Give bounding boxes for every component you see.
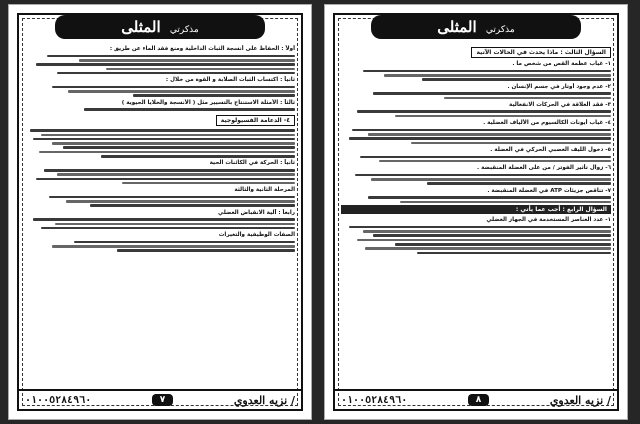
section-heading-inverted: السؤال الرابع : أجب عما يأتي :	[341, 205, 611, 214]
page-footer	[335, 389, 617, 409]
section-heading: الصفات الوظيفية والتغيرات	[218, 232, 295, 239]
section-heading: ثالثاً : الأمثلة الاستنتاج بالتسيير مثل ( الأنسجة والخلايا الحيوية )	[121, 99, 295, 106]
footer-phone: ٠١٠٠٥٢٨٤٩٦٠	[341, 394, 408, 406]
page-content	[341, 45, 611, 385]
page-number: ٨	[468, 394, 490, 406]
page-left	[8, 4, 312, 420]
question-item: ٧- تناقص جزيئات ATP في العضلة المنقبضة .	[487, 187, 611, 194]
page-right	[324, 4, 628, 420]
footer-author: / نزيه العدوي	[549, 393, 611, 407]
question-item: ١- عدد العناصر المستخدمة في الجهاز العضلي	[486, 217, 611, 224]
question-item: ١- غياب عظمة القص من شخص ما .	[512, 61, 611, 67]
footer-phone: ٠١٠٠٥٢٨٤٩٦٠	[25, 394, 92, 406]
page-content	[25, 45, 295, 385]
question-item: ٥- دخول الليف العصبي الحركي في العضلة .	[490, 146, 611, 153]
page-number: ٧	[152, 394, 174, 406]
section-heading-boxed: السؤال الثالث : ماذا يحدث في الحالات الآتية	[471, 47, 611, 58]
section-heading: ثانياً : الحركة في الكائنات الحية	[209, 160, 295, 167]
question-item: ٣- فقد العلاقة في الحركات الانفعالية	[509, 101, 611, 108]
section-heading: أولاً : الحفاظ على أنسجة الثبات الداخلية ومنع فقد الماء عن طريق :	[109, 46, 295, 52]
question-item: ٢- عدم وجود أوتار في جسم الإنسان .	[507, 83, 611, 90]
question-item: ٤- غياب أيونات الكالسيوم من الألياف العضلية .	[483, 120, 611, 127]
section-heading-boxed: ٤- الدعامة الفسيولوجية	[216, 115, 295, 126]
footer-author: / نزيه العدوي	[233, 393, 295, 407]
banner-title: المثلى	[121, 18, 161, 36]
banner-prefix: مذكرتي	[169, 25, 199, 35]
section-heading: رابعاً : آلية الانقباض العضلي	[218, 209, 295, 216]
question-item: ٦- زوال تأثير الفوتر / من على العضلة المنقبضة .	[477, 165, 611, 172]
banner-title: المثلى	[437, 18, 477, 36]
section-heading: المرحلة الثانية والثالثة	[234, 187, 295, 194]
title-banner	[371, 15, 581, 39]
banner-prefix: مذكرتي	[485, 25, 515, 35]
page-footer	[19, 389, 301, 409]
title-banner	[55, 15, 265, 39]
section-heading: ثانياً : اكتساب الثبات الصلابة و القوة من خلال :	[165, 77, 295, 84]
